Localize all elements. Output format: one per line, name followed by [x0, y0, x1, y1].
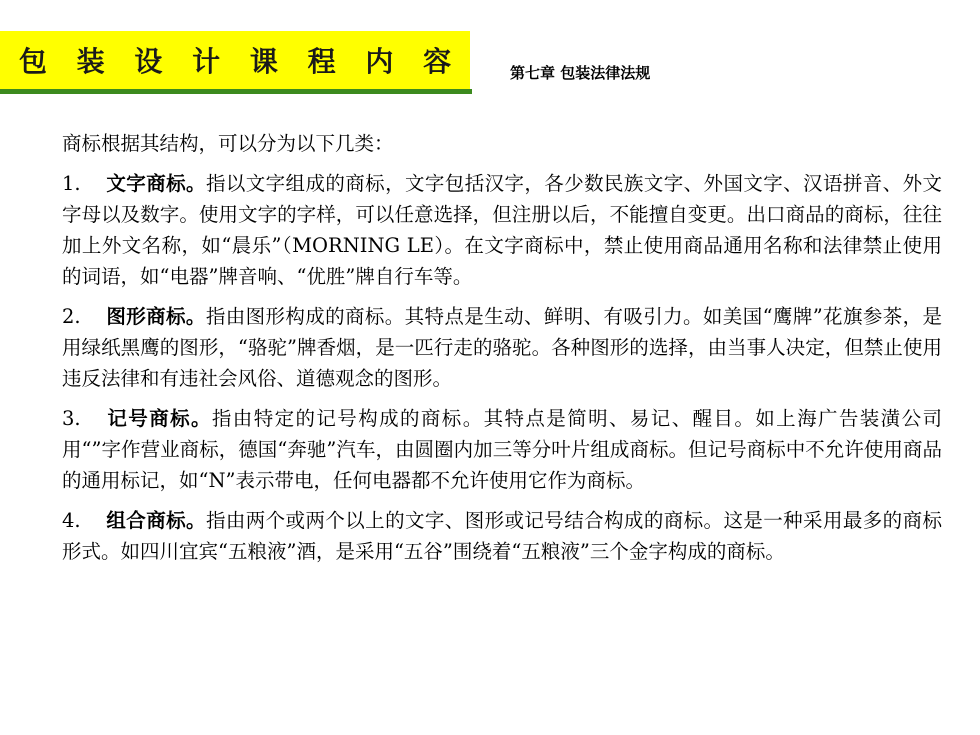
item-term: 文字商标。	[106, 172, 206, 195]
item-description: 指由特定的记号构成的商标。其特点是简明、易记、醒目。如上海广告装潢公司用“”字作营业商标，德国“奔驰”汽车，由圆圈内加三等分叶片组成商标。但记号商标中不允许使用商品的通用标记，如“N”表示带电，任何电器都不允许使用它作为商标。	[62, 407, 942, 492]
item-description: 指由两个或两个以上的文字、图形或记号结合构成的商标。这是一种采用最多的商标形式。如四川宜宾“五粮液”酒，是采用“五谷”围绕着“五粮液”三个金字构成的商标。	[62, 509, 942, 563]
body-content	[62, 128, 942, 576]
item-number: 4.	[62, 509, 81, 532]
item-number: 1.	[62, 172, 81, 195]
trademark-item-text	[62, 168, 942, 292]
trademark-item-graphic	[62, 301, 942, 394]
item-description: 指由图形构成的商标。其特点是生动、鲜明、有吸引力。如美国“鹰牌”花旗参茶，是用绿纸黑鹰的图形，“骆驼”牌香烟，是一匹行走的骆驼。各种图形的选择，由当事人决定，但禁止使用违反法律和有违社会风俗、道德观念的图形。	[62, 305, 942, 390]
trademark-item-combined	[62, 505, 942, 567]
item-term: 组合商标。	[106, 509, 206, 532]
item-number: 3.	[62, 407, 81, 430]
item-term: 记号商标。	[106, 407, 212, 430]
page-title: 包 装 设 计 课 程 内 容	[18, 45, 462, 78]
title-banner	[0, 31, 470, 89]
intro-paragraph: 商标根据其结构，可以分为以下几类：	[62, 132, 394, 155]
item-term: 图形商标。	[106, 305, 206, 328]
item-number: 2.	[62, 305, 81, 328]
trademark-item-symbol	[62, 403, 942, 496]
item-description: 指以文字组成的商标，文字包括汉字，各少数民族文字、外国文字、汉语拼音、外文字母以及数字。使用文字的字样，可以任意选择，但注册以后，不能擅自变更。出口商品的商标，往往加上外文名称，如“晨乐”（MORNING LE）。在文字商标中，禁止使用商品通用名称和法律禁止使用的词语，如“电器”牌音响、“优胜”牌自行车等。	[62, 172, 942, 288]
chapter-label: 第七章 包装法律法规	[510, 64, 651, 82]
title-underline	[0, 89, 472, 94]
